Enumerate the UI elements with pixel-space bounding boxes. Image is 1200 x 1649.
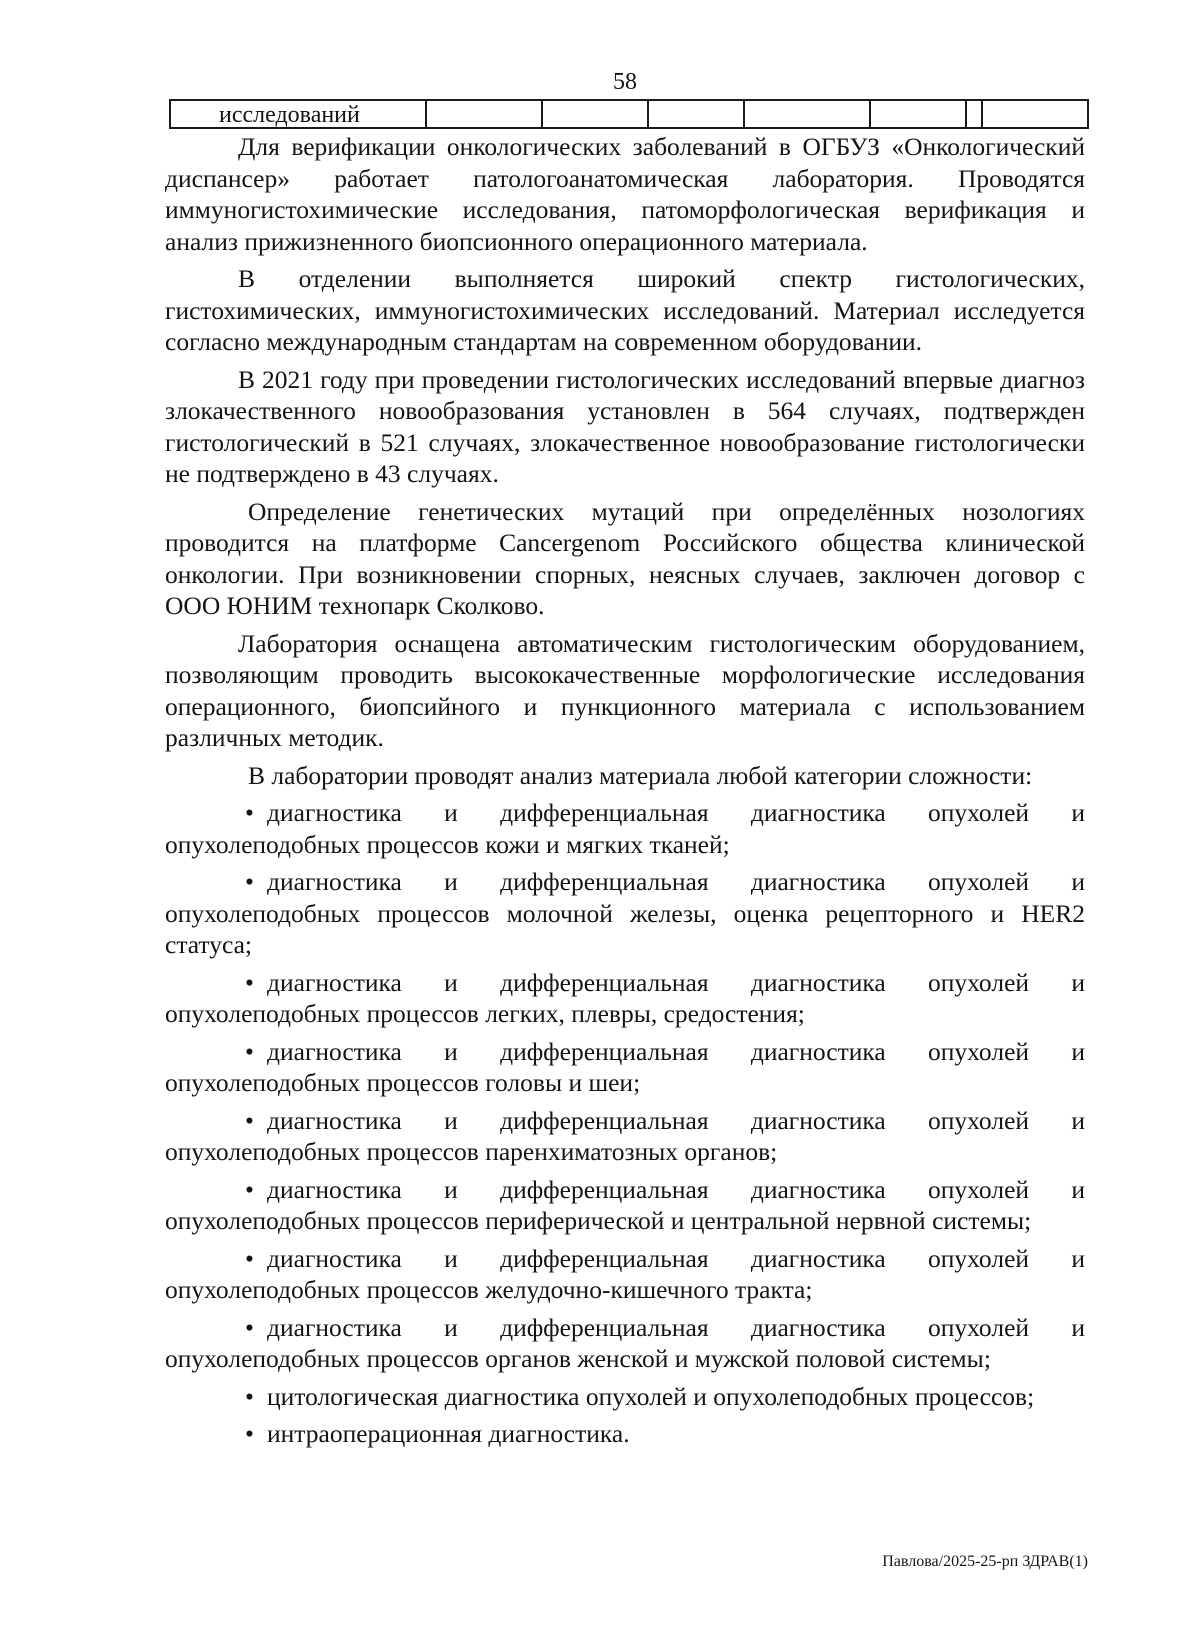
- paragraph-department-spectrum: В отделении выполняется широкий спектр гистологических, гистохимических, иммуногистохимических исследований. Материал исследуется согласно международным стандартам на современном оборудовании.: [165, 264, 1085, 356]
- bullet-icon: •: [245, 1174, 254, 1204]
- paragraph-genetic-mutations: Определение генетических мутаций при определённых нозологиях проводится на платформе Cancergenom Российского общества клинической онкологии. При возникновении спорных, неясных случаев, заключен договор с ООО ЮНИМ технопарк Сколково.: [165, 496, 1085, 620]
- table-row: [170, 100, 1088, 128]
- list-item: [165, 1381, 1085, 1413]
- list-item: [165, 1243, 1085, 1306]
- list-item-text: диагностика и дифференциальная диагностика опухолей и опухолеподобных процессов головы и шеи;: [165, 1036, 1085, 1097]
- list-item-text: диагностика и дифференциальная диагностика опухолей и опухолеподобных процессов кожи и мягких тканей;: [165, 798, 1085, 859]
- page-number: 58: [613, 69, 637, 95]
- list-item-text: диагностика и дифференциальная диагностика опухолей и опухолеподобных процессов паренхиматозных органов;: [165, 1105, 1085, 1166]
- list-item-text: диагностика и дифференциальная диагностика опухолей и опухолеподобных процессов желудочно-кишечного тракта;: [165, 1243, 1085, 1304]
- table-cell: исследований: [170, 100, 426, 128]
- table-cell: [744, 100, 870, 128]
- bullet-icon: •: [245, 798, 254, 827]
- table-cell: [870, 100, 966, 128]
- table-cell: [648, 100, 744, 128]
- list-item: [165, 797, 1085, 860]
- bullet-list: [165, 797, 1085, 1450]
- table-cell: [982, 100, 1088, 128]
- list-item: [165, 1174, 1085, 1237]
- table-cell: [542, 100, 648, 128]
- paragraph-analysis-intro: В лаборатории проводят анализ материала любой категории сложности:: [248, 760, 1033, 790]
- bullet-icon: •: [245, 967, 254, 997]
- list-item-text: диагностика и дифференциальная диагностика опухолей и опухолеподобных процессов легких, плевры, средостения;: [165, 967, 1085, 1028]
- table-fragment: [169, 99, 1089, 129]
- list-item: [165, 1105, 1085, 1168]
- bullet-icon: •: [245, 1381, 254, 1411]
- list-item: [165, 1036, 1085, 1099]
- bullet-icon: •: [245, 1243, 254, 1273]
- bullet-icon: •: [245, 1312, 254, 1342]
- bullet-icon: •: [245, 867, 254, 896]
- list-item-text: диагностика и дифференциальная диагностика опухолей и опухолеподобных процессов периферической и центральной нервной системы;: [165, 1174, 1085, 1235]
- list-item-text: цитологическая диагностика опухолей и опухолеподобных процессов;: [267, 1381, 1035, 1411]
- paragraph-lab-equipment: Лаборатория оснащена автоматическим гистологическим оборудованием, позволяющим проводить высококачественные морфологические исследования операционного, биопсийного и пункционного материала с использованием различных методик.: [165, 628, 1085, 752]
- document-footer-code: Павлова/2025-25-рп ЗДРАВ(1): [882, 1553, 1088, 1570]
- bullet-icon: •: [245, 1105, 254, 1135]
- bullet-icon: •: [245, 1036, 254, 1066]
- table-cell: [426, 100, 542, 128]
- list-item: [165, 967, 1085, 1030]
- table-cell: [966, 100, 982, 128]
- bullet-icon: •: [245, 1419, 254, 1448]
- list-item: [165, 866, 1085, 961]
- list-item-text: интраоперационная диагностика.: [267, 1419, 630, 1448]
- list-item-text: диагностика и дифференциальная диагностика опухолей и опухолеподобных процессов молочной железы, оценка рецепторного и HER2 статуса;: [165, 867, 1085, 959]
- paragraph-2021-statistics: В 2021 году при проведении гистологических исследований впервые диагноз злокачественного новообразования установлен в 564 случаях, подтвержден гистологический в 521 случаях, злокачественное новообразование гистологически не подтверждено в 43 случаях.: [165, 364, 1085, 488]
- list-item-text: диагностика и дифференциальная диагностика опухолей и опухолеподобных процессов органов женской и мужской половой системы;: [165, 1312, 1085, 1373]
- paragraph-lab-verification: Для верификации онкологических заболеваний в ОГБУЗ «Онкологический диспансер» работает патологоанатомическая лаборатория. Проводятся иммуногистохимические исследования, патоморфологическая верификация и анализ прижизненного биопсионного операционного материала.: [165, 132, 1085, 256]
- list-item: [165, 1312, 1085, 1375]
- list-item: [165, 1418, 1085, 1450]
- document-body: [165, 131, 1085, 1456]
